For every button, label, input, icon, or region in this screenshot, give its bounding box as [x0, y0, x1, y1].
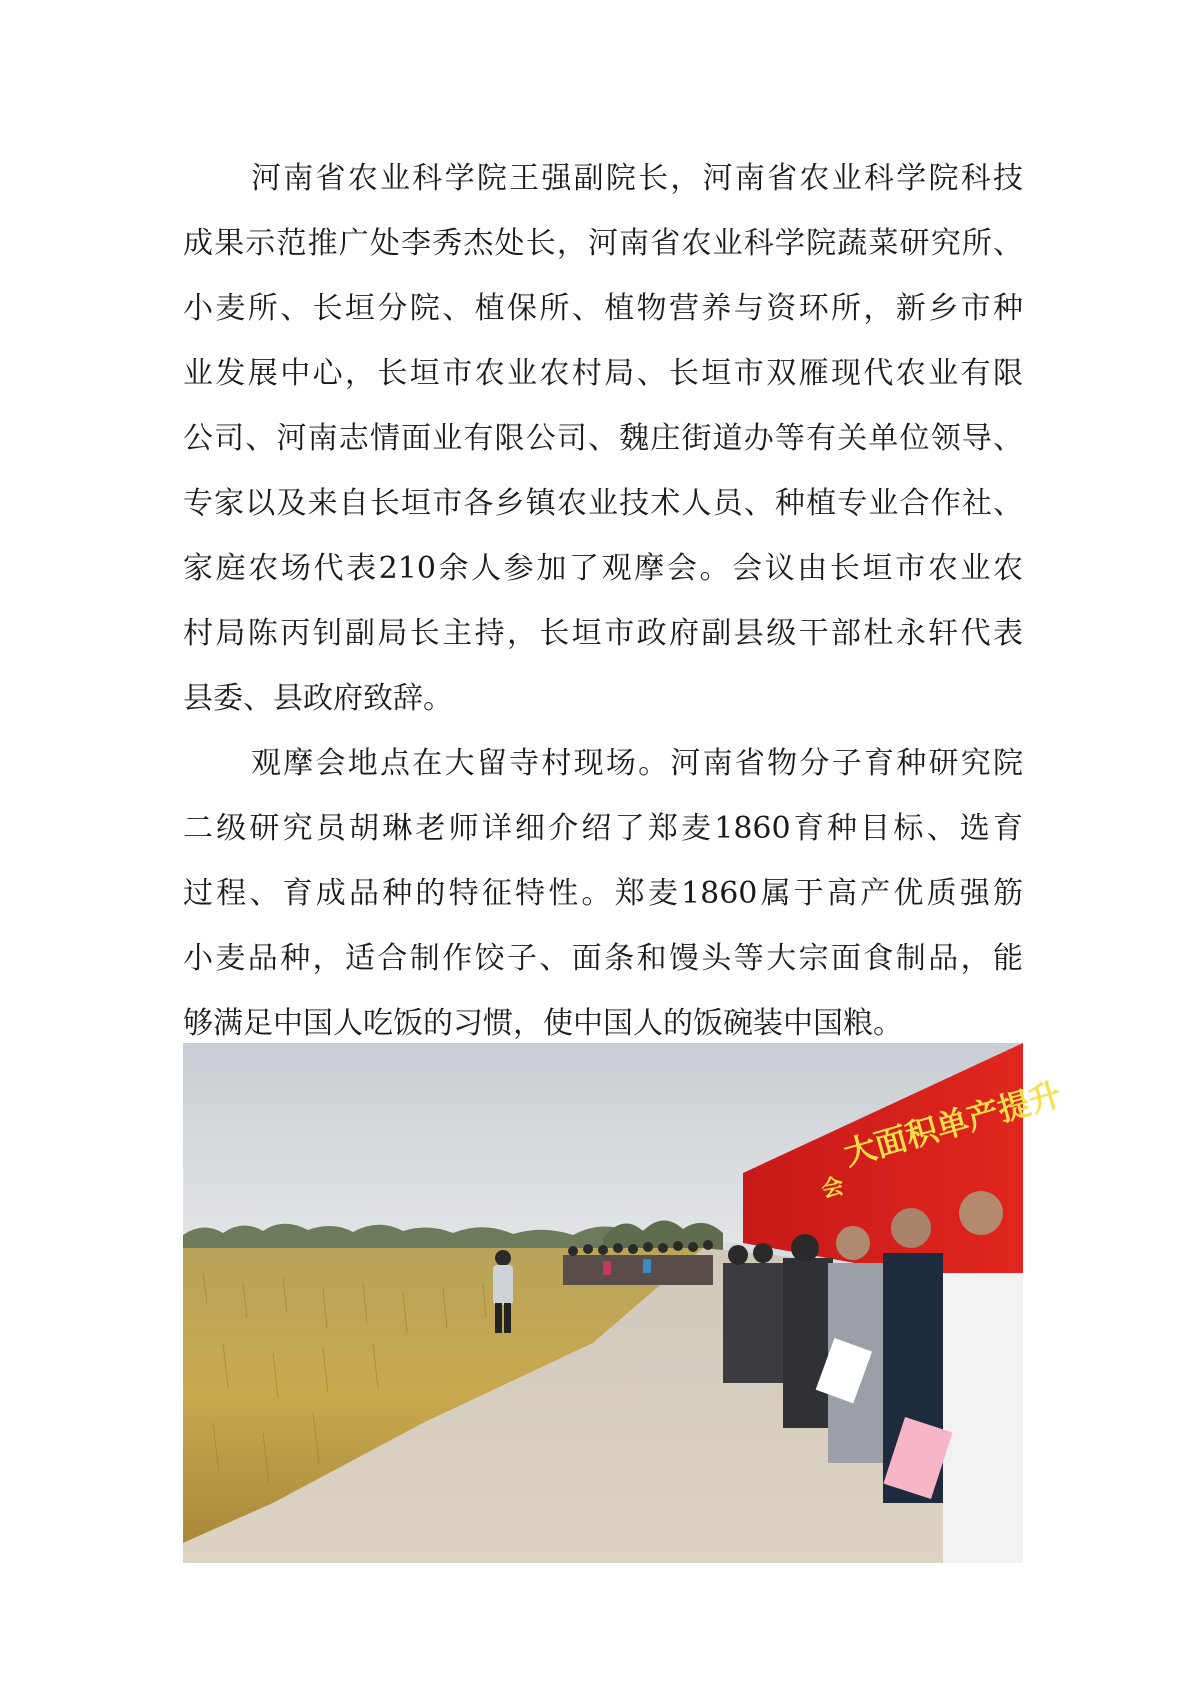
- paragraph-2: [183, 731, 1023, 1056]
- field-observation-photo: [183, 1043, 1066, 1563]
- text-line: 公司、河南志情面业有限公司、魏庄街道办等有关单位领导、: [183, 421, 1023, 456]
- photo-illustration: [183, 1043, 1066, 1563]
- text-line: 业发展中心，长垣市农业农村局、长垣市双雁现代农业有限: [183, 356, 1023, 391]
- text-line: 够满足中国人吃饭的习惯，使中国人的饭碗装中国粮。: [183, 1006, 903, 1041]
- banner-text: 大面积单产提升: [839, 1074, 1066, 1174]
- text-line: 专家以及来自长垣市各乡镇农业技术人员、种植专业合作社、: [183, 486, 1023, 521]
- text-line: 家庭农场代表210余人参加了观摩会。会议由长垣市农业农: [183, 551, 1023, 586]
- text-line: 小麦品种，适合制作饺子、面条和馒头等大宗面食制品，能: [183, 941, 1023, 976]
- text-line: 过程、育成品种的特征特性。郑麦1860属于高产优质强筋: [183, 876, 1023, 911]
- text-line: 二级研究员胡琳老师详细介绍了郑麦1860育种目标、选育: [183, 811, 1023, 846]
- text-line: 村局陈丙钊副局长主持，长垣市政府副县级干部杜永轩代表: [183, 616, 1023, 651]
- text-line: 观摩会地点在大留寺村现场。河南省物分子育种研究院: [251, 746, 1023, 781]
- text-line: 成果示范推广处李秀杰处长，河南省农业科学院蔬菜研究所、: [183, 226, 1023, 261]
- banner-text-small: 会: [819, 1173, 847, 1204]
- paragraph-1: [183, 146, 1023, 731]
- text-line: 小麦所、长垣分院、植保所、植物营养与资环所，新乡市种: [183, 291, 1023, 326]
- text-line: 县委、县政府致辞。: [183, 681, 453, 716]
- text-line: 河南省农业科学院王强副院长，河南省农业科学院科技: [251, 161, 1023, 196]
